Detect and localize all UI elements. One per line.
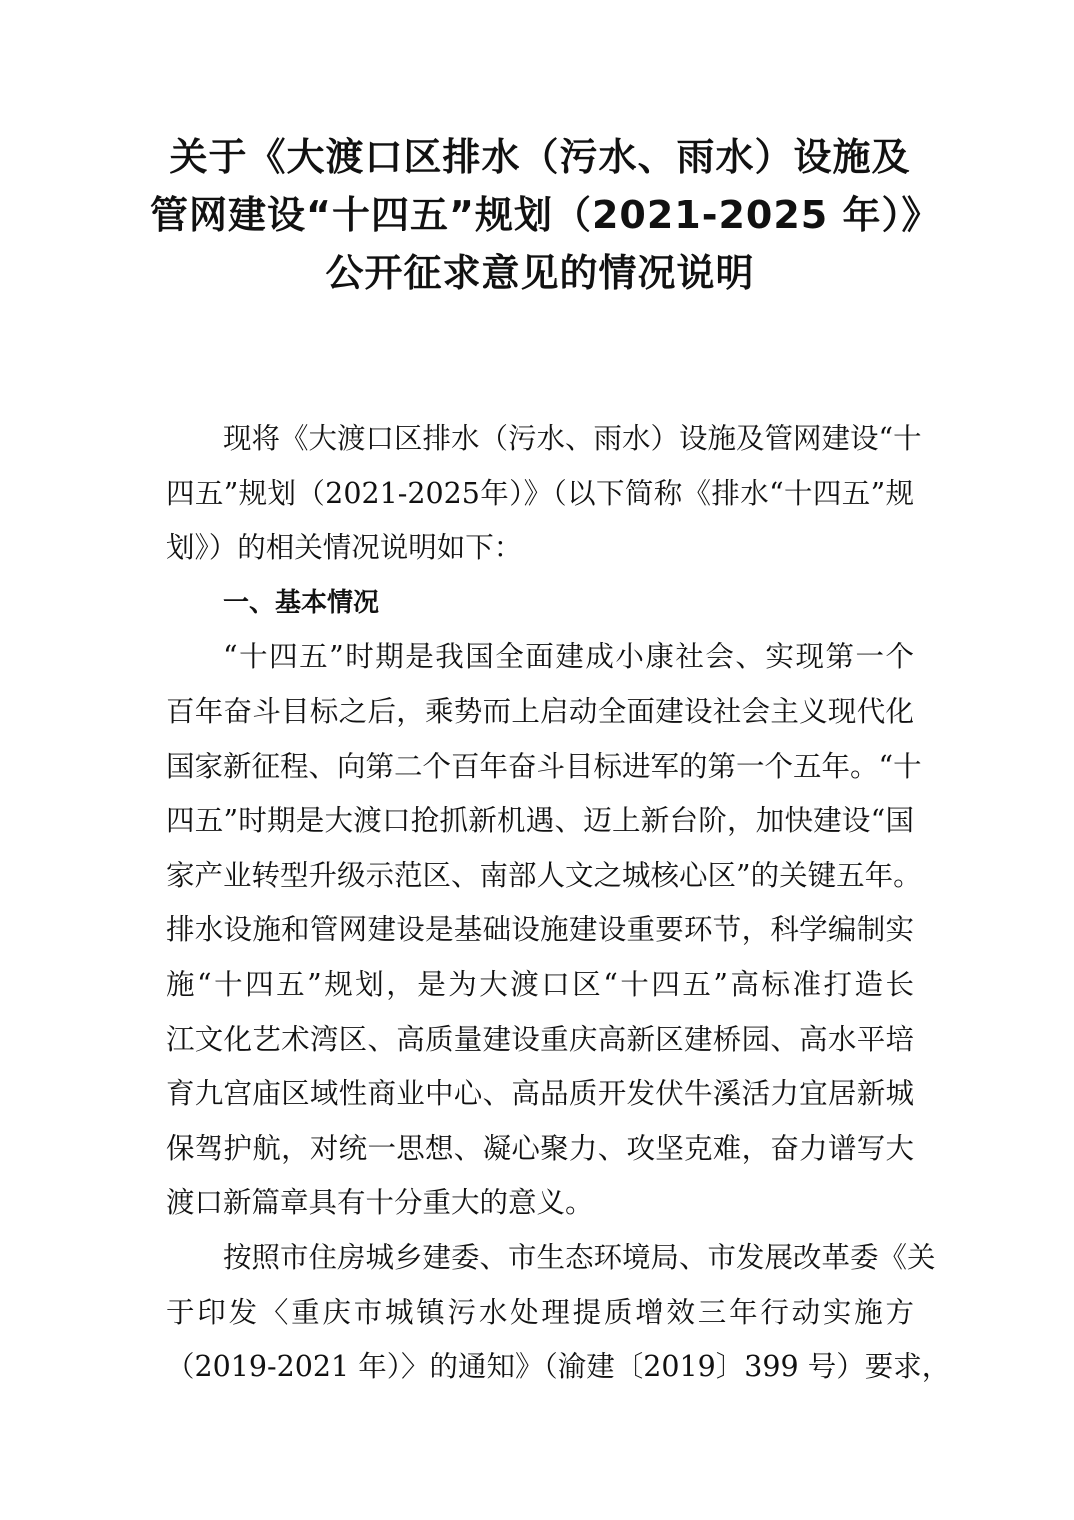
paragraph-line: 按照市住房城乡建委、市生态环境局、市发展改革委《关 [223,1240,936,1274]
paragraph-line: 国家新征程、向第二个百年奋斗目标进军的第一个五年。“十 [166,749,922,783]
document-title [150,128,941,302]
paragraph-line: 育九宫庙区域性商业中心、高品质开发伏牛溪活力宜居新城 [166,1077,914,1111]
intro-line-2: 四五”规划（2021-2025年）》（以下简称《排水“十四五”规 [166,476,914,510]
paragraph-line: （2019-2021 年）〉的通知》（渝建〔2019〕399 号）要求， [166,1350,951,1384]
paragraph-line: 施“十四五”规划，是为大渡口区“十四五”高标准打造长 [166,967,914,1001]
paragraph-line: 于印发〈重庆市城镇污水处理提质增效三年行动实施方 [166,1295,914,1329]
paragraph-line: 排水设施和管网建设是基础设施建设重要环节，科学编制实 [166,913,914,947]
paragraph-line: 家产业转型升级示范区、南部人文之城核心区”的关键五年。 [166,858,922,892]
paragraph-line: 江文化艺术湾区、高质量建设重庆高新区建桥园、高水平培 [166,1022,914,1056]
intro-line-3: 划》）的相关情况说明如下： [166,531,523,565]
paragraph-line: 百年奋斗目标之后，乘势而上启动全面建设社会主义现代化 [166,694,914,728]
paragraph-line: 渡口新篇章具有十分重大的意义。 [166,1186,594,1220]
paragraph-line: 四五”时期是大渡口抢抓新机遇、迈上新台阶，加快建设“国 [166,804,914,838]
paragraph-line: 保驾护航，对统一思想、凝心聚力、攻坚克难，奋力谱写大 [166,1131,914,1165]
intro-line-1: 现将《大渡口区排水（污水、雨水）设施及管网建设“十 [223,422,922,455]
title-line-1: 关于《大渡口区排水（污水、雨水）设施及 [169,135,911,179]
document-body [166,412,951,1395]
title-line-3: 公开征求意见的情况说明 [325,251,755,295]
section-heading: 一、基本情况 [223,587,380,618]
title-line-2: 管网建设“十四五”规划（2021-2025 年）》 [150,193,941,237]
paragraph-line: “十四五”时期是我国全面建成小康社会、实现第一个 [223,640,914,674]
